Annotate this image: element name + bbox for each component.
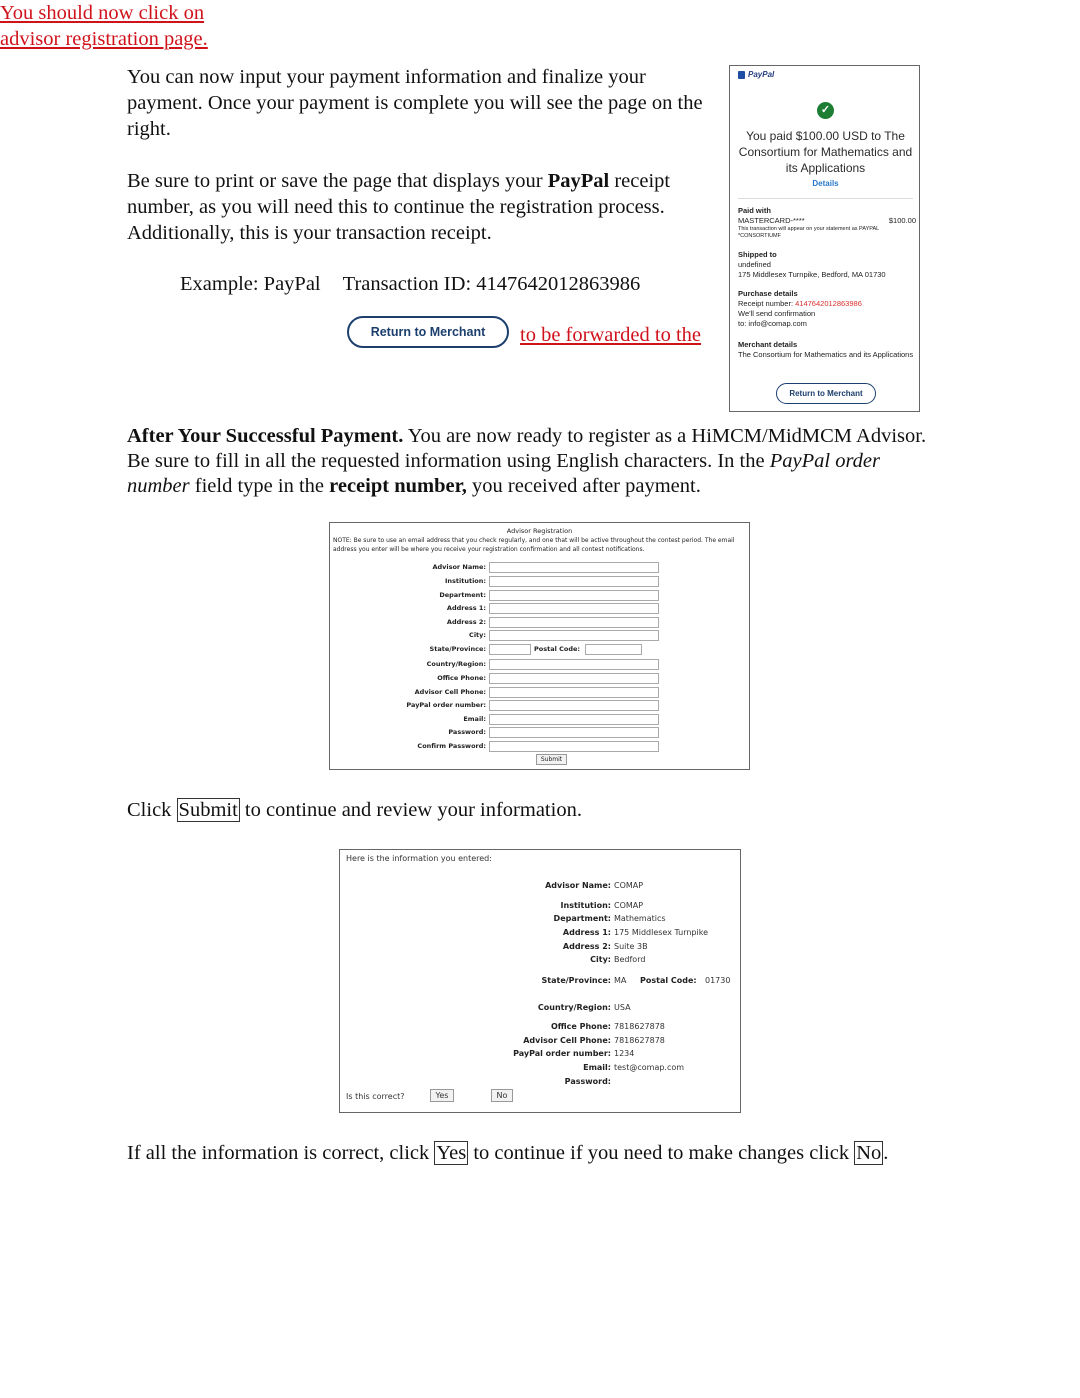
advisor-registration-form [329,522,750,770]
example-label: Example: PayPal [180,273,321,295]
receipt-line: Receipt number: 4147642012863986 [738,299,862,308]
shipped-to-heading: Shipped to [738,250,777,259]
card-name: MASTERCARD-**** [738,216,805,225]
return-instruction-text: You should now click on [0,2,205,24]
field-label: State/Province: [429,645,486,653]
city-input[interactable] [489,630,659,641]
form-note: NOTE: Be sure to use an email address that you check regularly, and one that will be active throughout the contest period. The email address you enter will be where you receive your registration confirmation and all contest notifications. [333,537,735,553]
shipped-to-section [738,250,916,280]
review-information-panel: Here is the information you entered: Advisor Name: COMAP Institution: COMAP Department: Mathematics Address 1: 175 Middlesex Turnpike Address 2: Suite 3B City: Bedford State/Province: MA Postal Code: 01730 Country/Region: USA Office Phone: 7818627878 Advisor Cell Phone: 7818627878 PayPal order number: 1234 Email: test@comap.com Password: Is this correct? Yes No [339,849,741,1113]
paid-with-heading: Paid with [738,206,771,215]
divider [738,198,913,199]
statement-note: This transaction will appear on your statement as PAYPAL *CONSORTIUMF [738,226,880,239]
paid-amount: $100.00 [888,216,916,225]
text: you received after payment. [466,475,701,497]
email-input[interactable] [489,714,659,725]
country-input[interactable] [489,659,659,670]
form-row-country [330,659,751,671]
example-transaction [180,271,640,297]
field-label: Advisor Name: [432,563,486,571]
return-instruction-text-line2: advisor registration page. [0,28,208,50]
form-row-city [330,630,751,642]
form-row-cell-phone [330,687,751,699]
form-row-paypal-order [330,700,751,712]
return-instruction-text-tail: to be forwarded to the [520,324,702,346]
paypal-order-number-input[interactable] [489,700,659,711]
postal-code-input[interactable] [585,644,642,655]
no-button[interactable]: No [491,1089,513,1102]
form-row-email [330,714,751,726]
department-input[interactable] [489,590,659,601]
submit-button[interactable]: Submit [536,754,567,765]
merchant-details-heading: Merchant details [738,340,798,349]
text: Be sure to print or save the page that displays your [127,170,548,192]
field-label: Office Phone: [437,674,486,682]
text: receipt number, as you will need this to continue the registration process. Additionally, this is your transaction receipt. [127,170,671,244]
form-row-address2 [330,617,751,629]
field-label: Address 1: [446,604,486,612]
cell-phone-input[interactable] [489,687,659,698]
after-payment-paragraph [127,424,947,499]
paypal-logo: PayPal [738,70,774,79]
password-input[interactable] [489,727,659,738]
text: to continue if you need to make changes click [468,1142,855,1164]
confirmation-line: We'll send confirmation [738,309,816,318]
yes-button[interactable]: Yes [430,1089,454,1102]
no-reference: No [856,1142,882,1164]
office-phone-input[interactable] [489,673,659,684]
form-row-institution [330,576,751,588]
yes-reference: Yes [436,1142,467,1164]
return-to-merchant-button[interactable]: Return to Merchant [776,383,876,404]
shipped-address: 175 Middlesex Turnpike, Bedford, MA 01730 [738,270,886,279]
paid-with-section [738,206,916,240]
bold-receipt-number: receipt number, [329,475,467,497]
purchase-details-section [738,289,916,329]
paypal-p-icon [738,71,745,79]
text: . [883,1142,889,1164]
field-label: Address 2: [446,618,486,626]
form-row-advisor-name [330,562,751,574]
receipt-number: 4147642012863986 [795,299,862,308]
paypal-receipt-panel [729,65,920,412]
confirmation-email: to: info@comap.com [738,319,807,328]
form-title: Advisor Registration [506,527,573,535]
success-check-icon: ✓ [817,102,834,119]
form-row-state-postal [330,644,751,656]
confirm-question: Is this correct? [346,1092,405,1101]
merchant-name: The Consortium for Mathematics and its Applications [738,350,914,359]
final-instruction [127,1140,888,1166]
review-heading: Here is the information you entered: [346,854,492,863]
state-input[interactable] [489,644,531,655]
click-submit-instruction [127,797,582,823]
text: field type in the [189,475,330,497]
field-label: Confirm Password: [417,742,486,750]
field-label: Advisor Cell Phone: [414,688,486,696]
form-row-department [330,590,751,602]
shipped-name: undefined [738,260,771,269]
advisor-name-input[interactable] [489,562,659,573]
text: Click [127,799,177,821]
purchase-details-heading: Purchase details [738,289,798,298]
field-label: City: [469,631,486,639]
field-label: Postal Code: [534,645,580,653]
print-receipt-paragraph [127,168,707,246]
italic-field-name: PayPal order number [127,450,880,497]
bold-paypal: PayPal [547,170,610,192]
return-to-merchant-button-illustration: Return to Merchant [347,316,509,348]
text: If all the information is correct, click [127,1142,435,1164]
text: to continue and review your information. [239,799,582,821]
field-label: Email: [463,715,486,723]
address2-input[interactable] [489,617,659,628]
field-label: Country/Region: [426,660,486,668]
intro-paragraph: You can now input your payment information and finalize your payment. Once your payment is complete you will see the page on the right. [127,66,703,140]
field-label: Department: [439,591,486,599]
field-label: Institution: [444,577,486,585]
confirm-password-input[interactable] [489,741,659,752]
example-transaction-id: Transaction ID: 4147642012863986 [342,273,641,295]
field-label: Password: [448,728,486,736]
form-row-password [330,727,751,739]
merchant-details-section [738,340,916,360]
form-row-address1 [330,603,751,615]
details-link[interactable]: Details [812,179,839,188]
form-row-office-phone [330,673,751,685]
field-label: PayPal order number: [406,701,486,709]
payment-confirmation-message: You paid $100.00 USD to The Consortium for Mathematics and its Applications [738,129,913,175]
bold-lead: After Your Successful Payment. [127,425,404,447]
institution-input[interactable] [489,576,659,587]
submit-reference: Submit [178,799,238,821]
text: You are now ready to register as a HiMCM/MidMCM Advisor. Be sure to fill in all the requested information using English characters. In the [127,425,927,472]
form-row-confirm-password [330,741,751,753]
address1-input[interactable] [489,603,659,614]
